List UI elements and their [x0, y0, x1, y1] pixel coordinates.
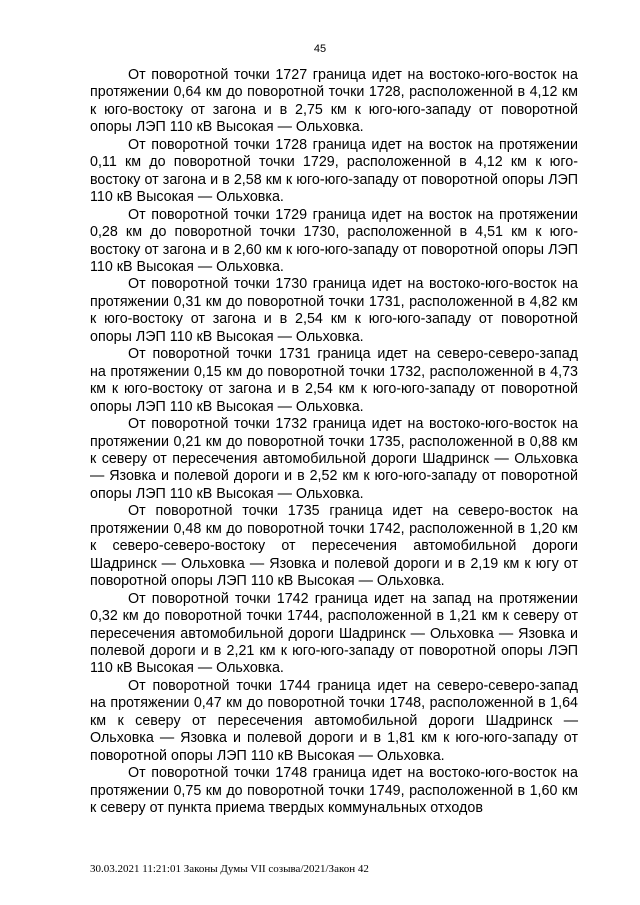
paragraph-1748: От поворотной точки 1748 граница идет на востоко-юго-восток на протяжении 0,75 км до поворотной точки 1749, расположенной в 1,60 км к северу от пункта приема твердых коммунальных отходов	[90, 765, 578, 817]
paragraph-1742: От поворотной точки 1742 граница идет на запад на протяжении 0,32 км до поворотной точки 1744, расположенной в 1,21 км к северу от пересечения автомобильной дороги Шадринск — Ольховка — Язовка и полевой дороги и в 2,21 км к юго-юго-западу от поворотной опоры ЛЭП 110 кВ Высокая — Ольховка.	[90, 590, 578, 677]
paragraph-1744: От поворотной точки 1744 граница идет на северо-северо-запад на протяжении 0,47 км до поворотной точки 1748, расположенной в 1,64 км к северу от пересечения автомобильной дороги Шадринск — Ольховка — Язовка и полевой дороги и в 1,81 км к юго-юго-западу от поворотной опоры ЛЭП 110 кВ Высокая — Ольховка.	[90, 677, 578, 764]
paragraph-1729: От поворотной точки 1729 граница идет на восток на протяжении 0,28 км до поворотной точки 1730, расположенной в 4,51 км к юго-востоку от загона и в 2,60 км к юго-юго-западу от поворотной опоры ЛЭП 110 кВ Высокая — Ольховка.	[90, 206, 578, 275]
page-footer: 30.03.2021 11:21:01 Законы Думы VII созыва/2021/Закон 42	[90, 863, 369, 875]
page-number: 45	[313, 43, 327, 55]
paragraph-1732: От поворотной точки 1732 граница идет на востоко-юго-восток на протяжении 0,21 км до поворотной точки 1735, расположенной в 0,88 км к северу от пересечения автомобильной дороги Шадринск — Ольховка — Язовка и полевой дороги и в 2,52 км к юго-юго-западу от поворотной опоры ЛЭП 110 кВ Высокая — Ольховка.	[90, 416, 578, 502]
paragraph-1731: От поворотной точки 1731 граница идет на северо-северо-запад на протяжении 0,15 км до поворотной точки 1732, расположенной в 4,73 км к юго-востоку от загона и в 2,54 км к юго-юго-западу от поворотной опоры ЛЭП 110 кВ Высокая — Ольховка.	[90, 346, 578, 415]
paragraph-1727: От поворотной точки 1727 граница идет на востоко-юго-восток на протяжении 0,64 км до поворотной точки 1728, расположенной в 4,12 км к юго-востоку от загона и в 2,75 км к юго-юго-западу от поворотной опоры ЛЭП 110 кВ Высокая — Ольховка.	[90, 67, 578, 136]
document-body	[90, 67, 578, 817]
paragraph-1730: От поворотной точки 1730 граница идет на востоко-юго-восток на протяжении 0,31 км до поворотной точки 1731, расположенной в 4,82 км к юго-востоку от загона и в 2,54 км к юго-юго-западу от поворотной опоры ЛЭП 110 кВ Высокая — Ольховка.	[90, 276, 578, 345]
paragraph-1735: От поворотной точки 1735 граница идет на северо-восток на протяжении 0,48 км до поворотной точки 1742, расположенной в 1,20 км к северо-северо-востоку от пересечения автомобильной дороги Шадринск — Ольховка — Язовка и полевой дороги и в 2,19 км к югу от поворотной опоры ЛЭП 110 кВ Высокая — Ольховка.	[90, 503, 578, 590]
paragraph-1728: От поворотной точки 1728 граница идет на восток на протяжении 0,11 км до поворотной точки 1729, расположенной в 4,12 км к юго-востоку от загона и в 2,58 км к юго-юго-западу от поворотной опоры ЛЭП 110 кВ Высокая — Ольховка.	[90, 136, 578, 206]
